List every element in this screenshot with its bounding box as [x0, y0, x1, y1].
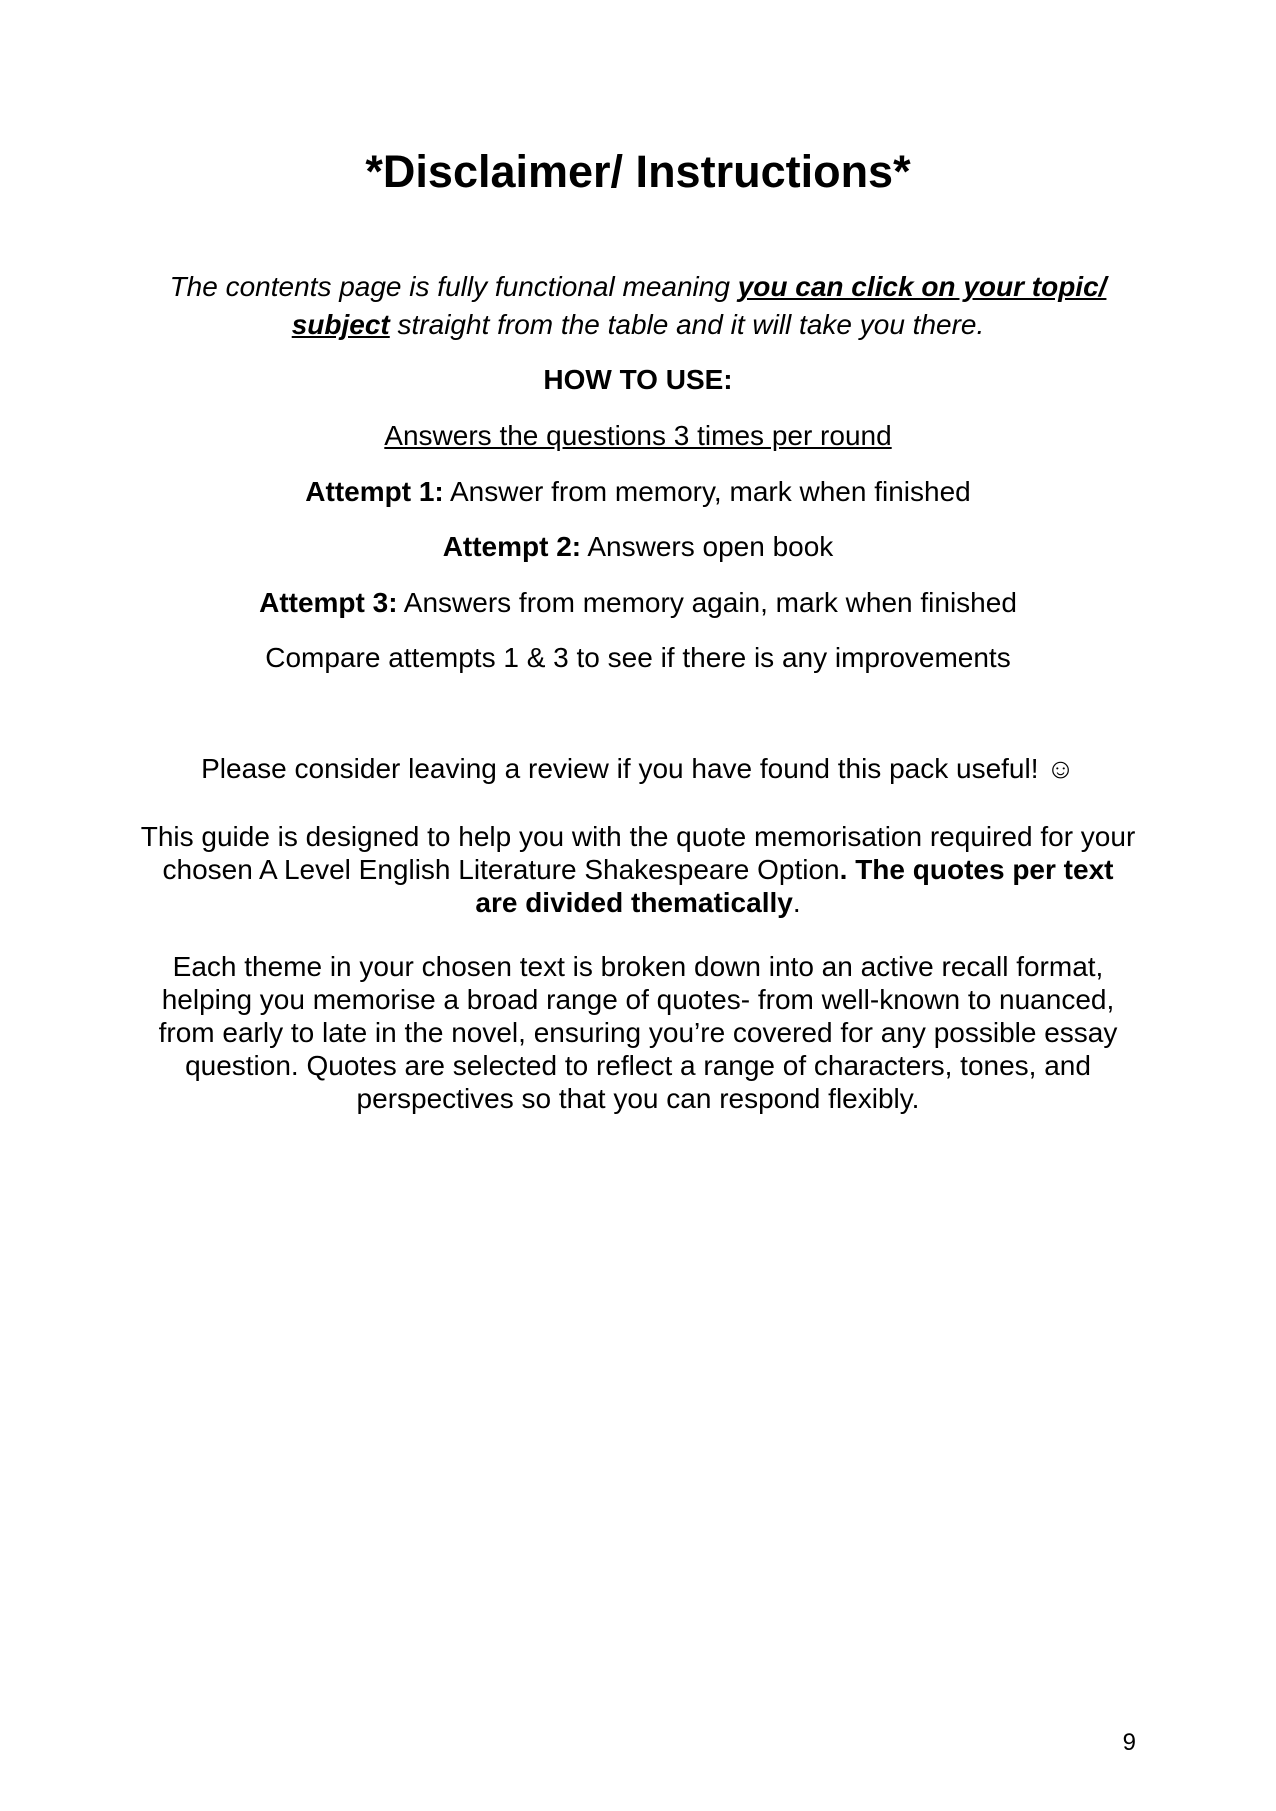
rounds-instruction: Answers the questions 3 times per round	[384, 420, 892, 451]
guide-text-bold: . The quotes per text are divided thematically	[475, 854, 1114, 918]
attempt-2-line	[0, 530, 1276, 564]
attempt-2-label: Attempt 2:	[442, 531, 582, 562]
attempt-3-label: Attempt 3:	[259, 587, 398, 618]
attempt-1-line	[0, 475, 1276, 509]
contents-link-hint: you can click on your topic/ subject	[291, 271, 1107, 340]
guide-description	[140, 820, 1136, 919]
intro-text-start: The contents page is fully functional meaning	[169, 271, 738, 302]
guide-text-start: This guide is designed to help you with the quote memorisation required for your chosen A Level English Literature Shakespeare Option	[140, 821, 1136, 885]
attempt-1-label: Attempt 1:	[305, 476, 444, 507]
attempt-3-text: Answers from memory again, mark when finished	[397, 587, 1017, 618]
attempt-1-text: Answer from memory, mark when finished	[443, 476, 971, 507]
attempt-3-line	[0, 586, 1276, 620]
how-to-use-heading: HOW TO USE:	[543, 364, 733, 395]
page-number: 9	[1122, 1729, 1136, 1756]
intro-text-end: straight from the table and it will take you there.	[389, 309, 985, 340]
page-title: *Disclaimer/ Instructions*	[365, 146, 911, 197]
review-request: Please consider leaving a review if you have found this pack useful! ☺	[201, 753, 1075, 784]
compare-instruction: Compare attempts 1 & 3 to see if there is any improvements	[265, 642, 1011, 673]
intro-paragraph	[150, 268, 1126, 344]
guide-text-end: .	[792, 887, 801, 918]
attempt-2-text: Answers open book	[581, 531, 834, 562]
themes-paragraph: Each theme in your chosen text is broken down into an active recall format, helping you memorise a broad range of quotes- from well-known to nuanced, from early to late in the novel, ensuring you’re covered for any possible essay question. Quotes are selected to reflect a range of characters, tones, and perspectives so that you can respond flexibly.	[158, 951, 1118, 1114]
